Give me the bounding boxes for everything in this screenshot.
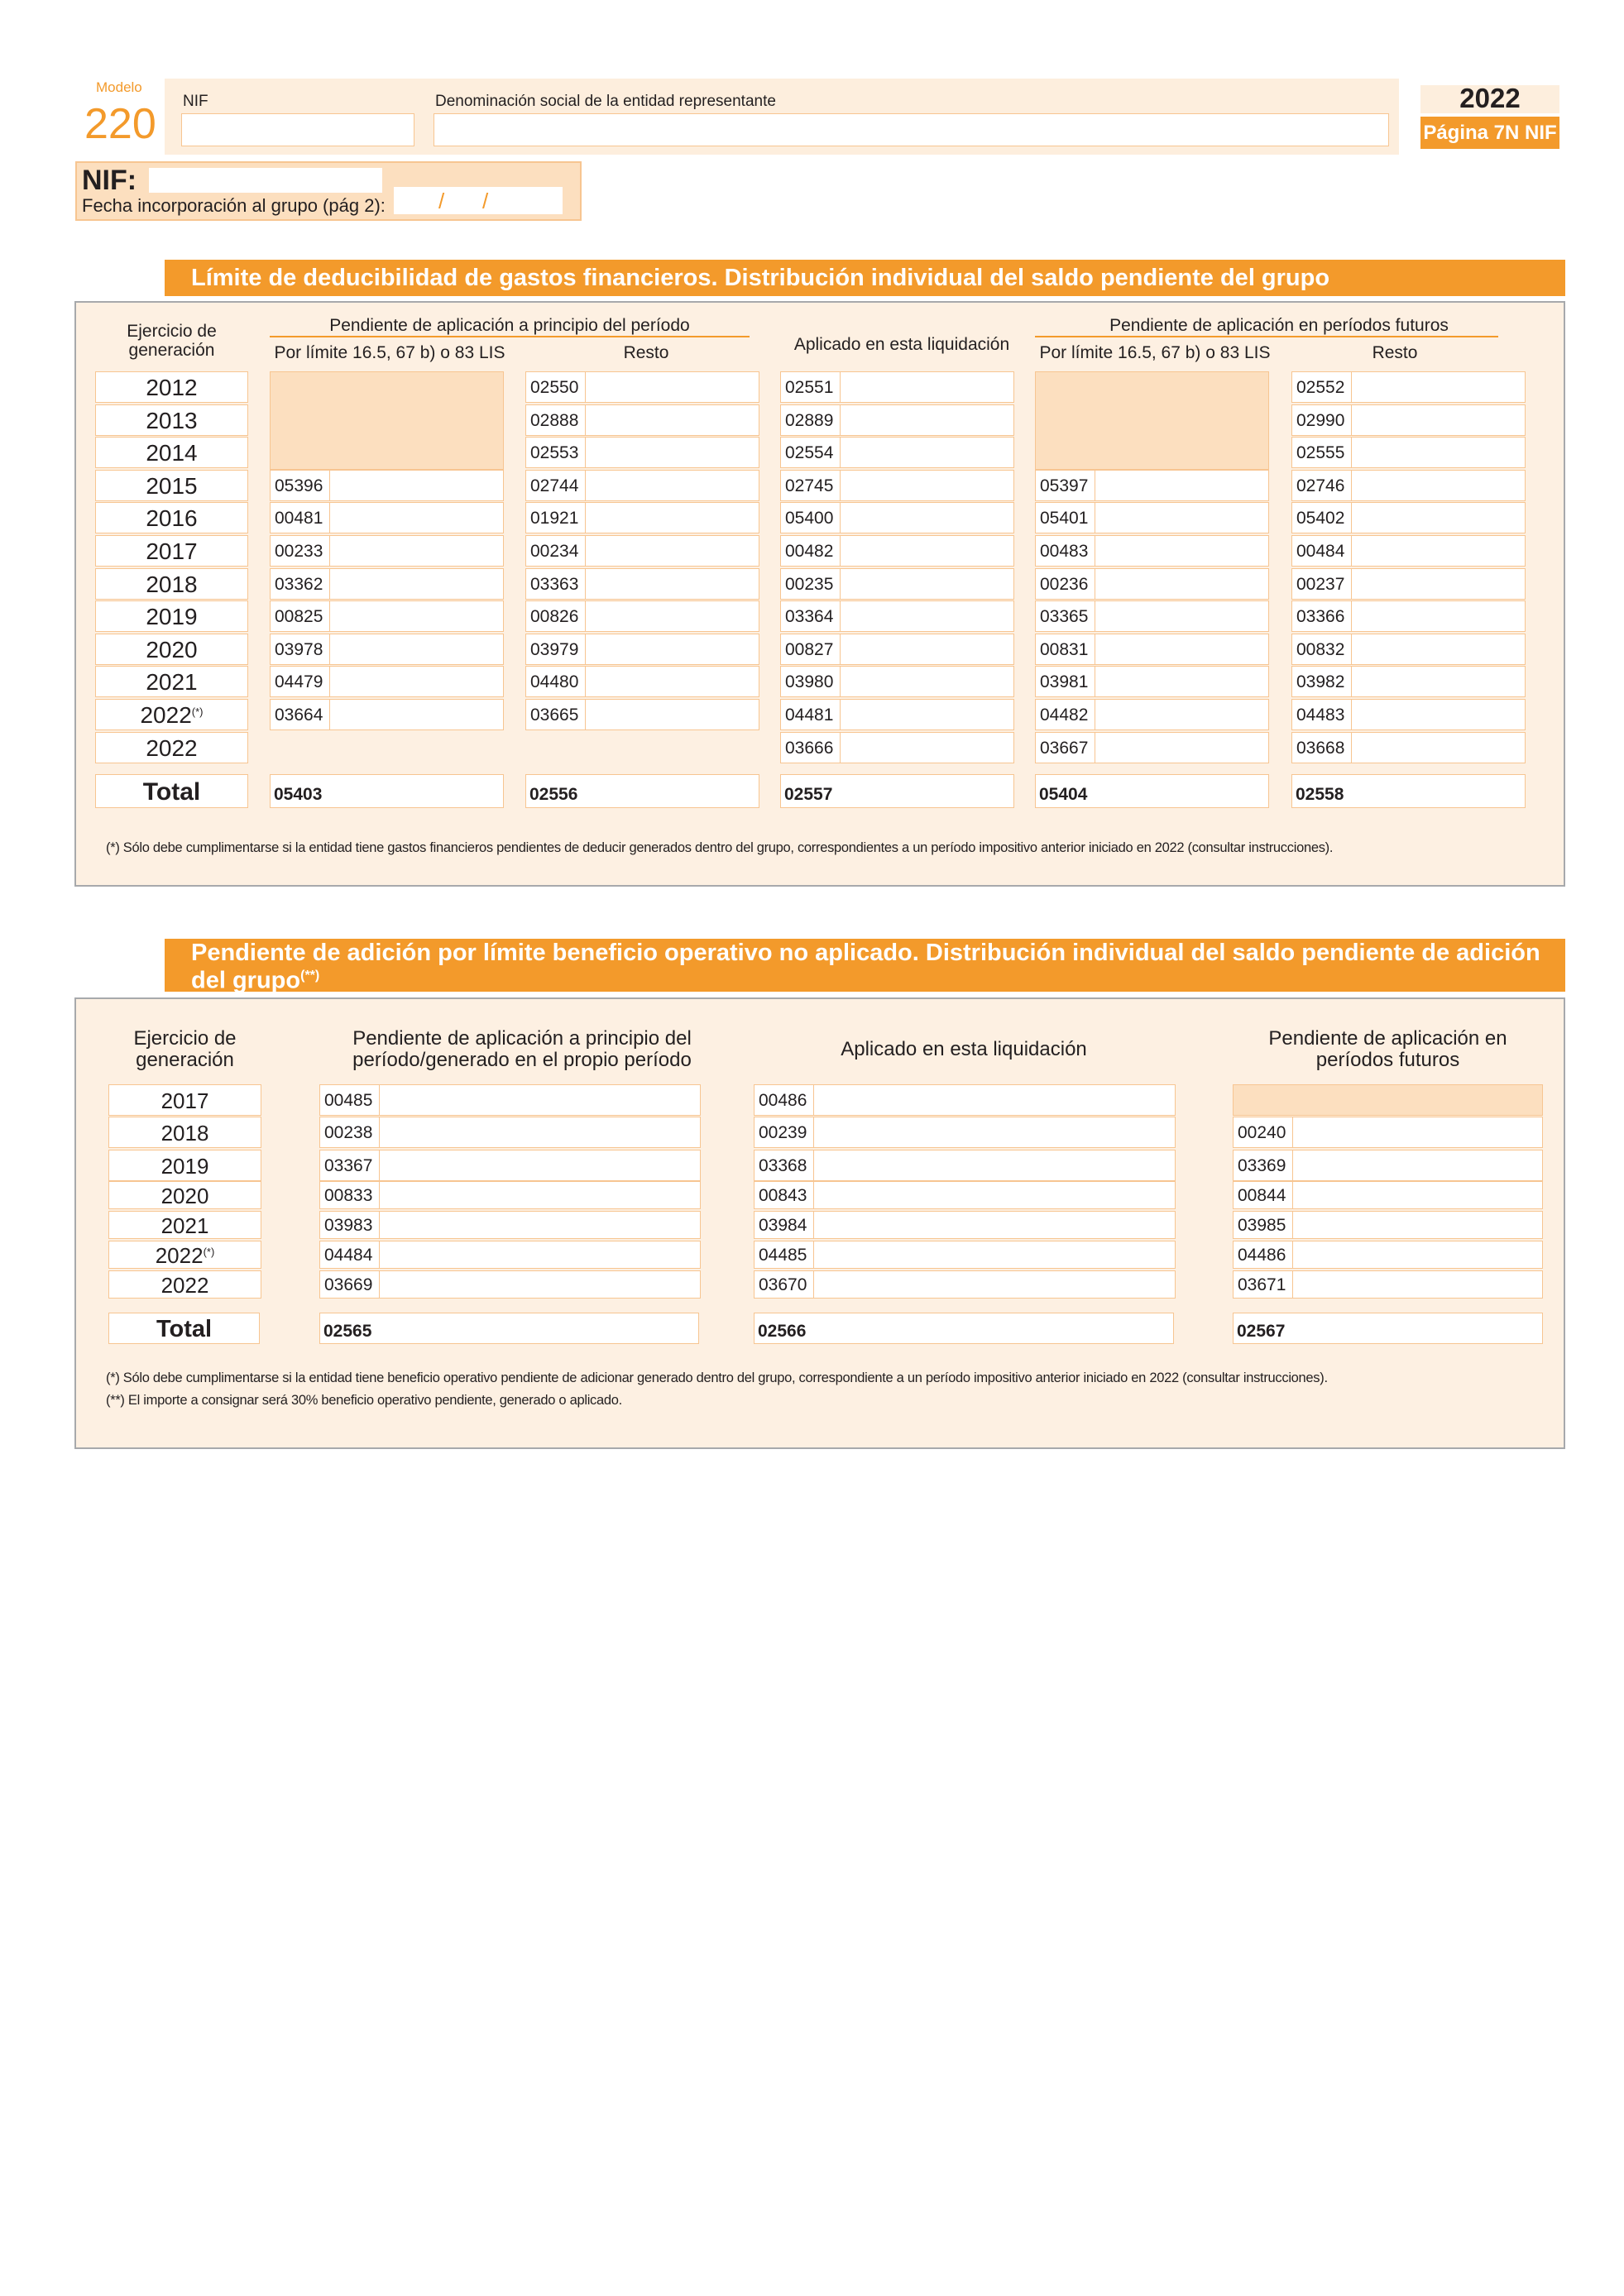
s1-group-principio: Pendiente de aplicación a principio del período [329, 316, 690, 335]
s1-col-resto-a: Resto [623, 343, 669, 362]
box-code: 03981 [1036, 667, 1095, 696]
amount-field[interactable] [1035, 470, 1269, 501]
amount-field[interactable] [780, 437, 1014, 468]
amount-field[interactable] [1233, 1150, 1543, 1181]
form-year: 2022 [1459, 83, 1521, 113]
section2-title-line1: Pendiente de adición por límite beneficio operativo no aplicado. Distribución individual del saldo pendiente de adición [191, 940, 1540, 966]
year-value: 2021 [160, 1213, 209, 1238]
amount-field[interactable] [1291, 600, 1526, 632]
box-code: 05397 [1036, 471, 1095, 500]
box-code: 02553 [526, 438, 586, 467]
amount-field[interactable] [1233, 1270, 1543, 1299]
amount-field[interactable] [780, 600, 1014, 632]
year-value: 2020 [146, 636, 198, 662]
amount-field[interactable] [319, 1270, 701, 1299]
year-footnote-mark: (*) [203, 1246, 215, 1258]
box-code: 03669 [320, 1271, 380, 1298]
section2-title [165, 939, 1565, 992]
amount-field[interactable] [525, 437, 759, 468]
amount-field[interactable] [1035, 535, 1269, 567]
shaded-unused-area [1233, 1084, 1543, 1116]
box-code: 03664 [271, 700, 330, 729]
fecha-incorporacion-input[interactable] [394, 187, 563, 214]
amount-field[interactable] [525, 371, 759, 403]
box-code: 00831 [1036, 634, 1095, 664]
amount-field[interactable] [525, 699, 759, 730]
box-code: 02745 [781, 471, 841, 500]
box-code: 00240 [1234, 1117, 1293, 1147]
amount-field[interactable] [525, 502, 759, 533]
box-code: 03984 [755, 1212, 814, 1238]
amount-field[interactable] [754, 1117, 1176, 1148]
amount-field[interactable] [1291, 535, 1526, 567]
shaded-unused-area [270, 371, 504, 470]
amount-field[interactable] [780, 732, 1014, 763]
year-value: 2022 [155, 1243, 204, 1268]
amount-field[interactable] [319, 1150, 701, 1181]
total-field[interactable] [319, 1313, 699, 1344]
amount-field[interactable] [780, 634, 1014, 665]
amount-field[interactable] [1291, 470, 1526, 501]
s1-group-futuros: Pendiente de aplicación en períodos futuros [1109, 316, 1449, 335]
year-footnote-mark: (*) [191, 706, 204, 718]
year-label [108, 1084, 261, 1116]
section2-title-mark: (**) [300, 969, 320, 983]
box-code: 00826 [526, 601, 586, 631]
box-code: 04483 [1292, 700, 1352, 729]
box-code: 00827 [781, 634, 841, 664]
amount-field[interactable] [1291, 371, 1526, 403]
s2-col-ejercicio [108, 1028, 261, 1071]
box-code: 03665 [526, 700, 586, 729]
box-code: 02746 [1292, 471, 1352, 500]
box-code: 03367 [320, 1150, 380, 1180]
amount-field[interactable] [319, 1241, 701, 1269]
amount-field[interactable] [525, 666, 759, 697]
box-code: 00843 [755, 1182, 814, 1208]
year-label [108, 1211, 261, 1239]
box-code: 03985 [1234, 1212, 1293, 1238]
amount-field[interactable] [1291, 699, 1526, 730]
amount-field[interactable] [1035, 502, 1269, 533]
nif-label: NIF [183, 93, 208, 110]
total-box-code: 02557 [784, 785, 833, 804]
s2-col-ejercicio-line2: generación [136, 1049, 234, 1071]
amount-field[interactable] [1035, 600, 1269, 632]
box-code: 00233 [271, 536, 330, 566]
amount-field[interactable] [1291, 732, 1526, 763]
s2-col-aplicado: Aplicado en esta liquidación [841, 1038, 1087, 1060]
box-code: 00238 [320, 1117, 380, 1147]
year-value: 2018 [146, 571, 198, 597]
amount-field[interactable] [1291, 502, 1526, 533]
box-code: 03979 [526, 634, 586, 664]
box-code: 00234 [526, 536, 586, 566]
box-code: 00235 [781, 569, 841, 599]
box-code: 00239 [755, 1117, 814, 1147]
box-code: 02744 [526, 471, 586, 500]
box-code: 03982 [1292, 667, 1352, 696]
amount-field[interactable] [1291, 634, 1526, 665]
box-code: 05400 [781, 503, 841, 533]
year-label [95, 568, 248, 600]
box-code: 05396 [271, 471, 330, 500]
box-code: 03365 [1036, 601, 1095, 631]
year-value: 2021 [146, 669, 198, 696]
box-code: 02555 [1292, 438, 1352, 467]
year-label [95, 732, 248, 763]
amount-field[interactable] [270, 699, 504, 730]
shaded-unused-area [1035, 371, 1269, 470]
amount-field[interactable] [319, 1211, 701, 1239]
amount-field[interactable] [319, 1181, 701, 1209]
box-code: 04479 [271, 667, 330, 696]
amount-field[interactable] [754, 1211, 1176, 1239]
amount-field[interactable] [270, 568, 504, 600]
s1-col-ejercicio-line2: generación [128, 341, 215, 360]
box-code: 00833 [320, 1182, 380, 1208]
box-code: 03363 [526, 569, 586, 599]
s1-col-limite-a: Por límite 16.5, 67 b) o 83 LIS [274, 343, 505, 362]
s1-col-ejercicio [95, 322, 248, 360]
box-code: 03366 [1292, 601, 1352, 631]
year-value: 2017 [146, 538, 198, 564]
year-label [95, 470, 248, 501]
amount-field[interactable] [270, 600, 504, 632]
year-label [108, 1241, 261, 1269]
box-code: 00483 [1036, 536, 1095, 566]
total-field[interactable] [780, 774, 1014, 808]
amount-field[interactable] [270, 666, 504, 697]
year-value: 2014 [146, 440, 198, 466]
amount-field[interactable] [1233, 1211, 1543, 1239]
box-code: 03667 [1036, 733, 1095, 763]
amount-field[interactable] [319, 1084, 701, 1116]
amount-field[interactable] [754, 1241, 1176, 1269]
box-code: 04485 [755, 1241, 814, 1268]
box-code: 02889 [781, 405, 841, 435]
amount-field[interactable] [1233, 1181, 1543, 1209]
total-field[interactable] [270, 774, 504, 808]
denominacion-input[interactable] [434, 113, 1389, 146]
box-code: 00236 [1036, 569, 1095, 599]
year-label [108, 1181, 261, 1209]
year-value: 2020 [160, 1184, 209, 1208]
year-value: 2016 [146, 505, 198, 532]
year-value: 2018 [160, 1121, 209, 1146]
s2-footnote-2: (**) El importe a consignar será 30% beneficio operativo pendiente, generado o aplicado. [106, 1393, 622, 1408]
amount-field[interactable] [525, 600, 759, 632]
s2-col-ejercicio-line1: Ejercicio de [133, 1027, 237, 1050]
box-code: 03980 [781, 667, 841, 696]
box-code: 03670 [755, 1271, 814, 1298]
box-code: 03983 [320, 1212, 380, 1238]
year-label [95, 699, 248, 730]
amount-field[interactable] [1035, 634, 1269, 665]
amount-field[interactable] [270, 502, 504, 533]
amount-field[interactable] [754, 1270, 1176, 1299]
year-label [95, 502, 248, 533]
amount-field[interactable] [1035, 732, 1269, 763]
amount-field[interactable] [780, 666, 1014, 697]
box-code: 03368 [755, 1150, 814, 1180]
amount-field[interactable] [525, 535, 759, 567]
section2-title-line2-wrap [191, 964, 1565, 993]
amount-field[interactable] [754, 1084, 1176, 1116]
box-code: 00825 [271, 601, 330, 631]
amount-field[interactable] [270, 470, 504, 501]
amount-field[interactable] [525, 404, 759, 436]
amount-field[interactable] [1035, 699, 1269, 730]
amount-field[interactable] [780, 535, 1014, 567]
amount-field[interactable] [780, 404, 1014, 436]
amount-field[interactable] [780, 470, 1014, 501]
box-code: 04481 [781, 700, 841, 729]
amount-field[interactable] [525, 634, 759, 665]
s2-col-principio [319, 1028, 725, 1071]
total-label: Total [108, 1313, 260, 1344]
amount-field[interactable] [1233, 1241, 1543, 1269]
year-label [95, 600, 248, 632]
amount-field[interactable] [525, 470, 759, 501]
year-label [108, 1270, 261, 1299]
year-value: 2022 [140, 702, 192, 728]
s2-col-futuros-line1: Pendiente de aplicación en [1268, 1027, 1507, 1050]
year-label [95, 437, 248, 468]
box-code: 02552 [1292, 372, 1352, 402]
denominacion-label: Denominación social de la entidad representante [435, 93, 776, 110]
box-code: 05402 [1292, 503, 1352, 533]
fecha-incorporacion-label: Fecha incorporación al grupo (pág 2): [82, 195, 386, 216]
total-field[interactable] [1291, 774, 1526, 808]
year-label [108, 1117, 261, 1148]
total-field[interactable] [525, 774, 759, 808]
amount-field[interactable] [1291, 437, 1526, 468]
box-code: 03978 [271, 634, 330, 664]
amount-field[interactable] [780, 502, 1014, 533]
box-code: 00481 [271, 503, 330, 533]
box-code: 03369 [1234, 1150, 1293, 1180]
amount-field[interactable] [270, 535, 504, 567]
subheader-nif-label: NIF: [82, 165, 137, 196]
box-code: 00485 [320, 1085, 380, 1115]
page-label: Página 7N NIF [1420, 117, 1559, 149]
box-code: 00484 [1292, 536, 1352, 566]
total-box-code: 02567 [1237, 1322, 1286, 1341]
box-code: 02888 [526, 405, 586, 435]
total-box-code: 05403 [274, 785, 323, 804]
total-box-code: 02566 [758, 1322, 807, 1341]
box-code: 05401 [1036, 503, 1095, 533]
box-code: 03668 [1292, 733, 1352, 763]
total-label: Total [95, 774, 248, 808]
box-code: 03364 [781, 601, 841, 631]
amount-field[interactable] [780, 371, 1014, 403]
year-value: 2019 [146, 604, 198, 630]
box-code: 02990 [1292, 405, 1352, 435]
box-code: 00832 [1292, 634, 1352, 664]
box-code: 00486 [755, 1085, 814, 1115]
section1-title: Límite de deducibilidad de gastos financieros. Distribución individual del saldo pendiente del grupo [165, 260, 1565, 296]
s2-footnote-1: (*) Sólo debe cumplimentarse si la entidad tiene beneficio operativo pendiente de adicionar generado dentro del grupo, correspondiente a un período impositivo anterior iniciado en 2022 (consultar instrucciones). [106, 1370, 1328, 1385]
box-code: 03362 [271, 569, 330, 599]
s1-col-aplicado: Aplicado en esta liquidación [793, 335, 1010, 354]
total-field[interactable] [754, 1313, 1174, 1344]
box-code: 03666 [781, 733, 841, 763]
box-code: 04482 [1036, 700, 1095, 729]
box-code: 02554 [781, 438, 841, 467]
nif-input[interactable] [181, 113, 414, 146]
box-code: 03671 [1234, 1271, 1293, 1298]
box-code: 02550 [526, 372, 586, 402]
amount-field[interactable] [319, 1117, 701, 1148]
subheader-nif-input[interactable] [149, 168, 382, 193]
total-field[interactable] [1233, 1313, 1543, 1344]
s1-col-limite-b: Por límite 16.5, 67 b) o 83 LIS [1039, 343, 1271, 362]
box-code: 00237 [1292, 569, 1352, 599]
modelo-label: Modelo [96, 79, 142, 95]
year-value: 2015 [146, 472, 198, 499]
box-code: 02551 [781, 372, 841, 402]
amount-field[interactable] [1291, 666, 1526, 697]
total-box-code: 05404 [1039, 785, 1088, 804]
amount-field[interactable] [780, 568, 1014, 600]
box-code: 00844 [1234, 1182, 1293, 1208]
s2-col-futuros-line2: períodos futuros [1315, 1049, 1460, 1071]
box-code: 04486 [1234, 1241, 1293, 1268]
year-label [95, 535, 248, 567]
amount-field[interactable] [1233, 1117, 1543, 1148]
total-box-code: 02565 [323, 1322, 372, 1341]
amount-field[interactable] [754, 1150, 1176, 1181]
year-value: 2012 [146, 375, 198, 400]
year-value: 2022 [146, 734, 198, 761]
s2-col-futuros [1233, 1028, 1543, 1071]
amount-field[interactable] [270, 634, 504, 665]
year-label [95, 666, 248, 697]
year-value: 2019 [160, 1154, 209, 1179]
s2-col-principio-line1: Pendiente de aplicación a principio del [352, 1027, 692, 1050]
year-value: 2013 [146, 407, 198, 433]
s1-group-futuros-rule [1035, 336, 1498, 337]
s1-col-resto-b: Resto [1372, 343, 1418, 362]
total-box-code: 02556 [529, 785, 578, 804]
amount-field[interactable] [780, 699, 1014, 730]
s1-footnote: (*) Sólo debe cumplimentarse si la entidad tiene gastos financieros pendientes de deducir generados dentro del grupo, correspondientes a un período impositivo anterior iniciado en 2022 (consultar instrucciones). [106, 840, 1334, 855]
box-code: 04484 [320, 1241, 380, 1268]
year-label [108, 1150, 261, 1181]
year-value: 2022 [160, 1273, 209, 1298]
section2-title-line2: del grupo [191, 967, 301, 994]
amount-field[interactable] [1291, 568, 1526, 600]
total-field[interactable] [1035, 774, 1269, 808]
box-code: 04480 [526, 667, 586, 696]
year-label [95, 371, 248, 403]
amount-field[interactable] [1291, 404, 1526, 436]
total-box-code: 02558 [1296, 785, 1344, 804]
date-separator: / [438, 189, 445, 213]
s1-group-principio-rule [270, 336, 750, 337]
amount-field[interactable] [754, 1181, 1176, 1209]
box-code: 01921 [526, 503, 586, 533]
amount-field[interactable] [1035, 666, 1269, 697]
year-label [95, 634, 248, 665]
year-value: 2017 [160, 1088, 209, 1113]
box-code: 00482 [781, 536, 841, 566]
date-separator: / [482, 189, 489, 213]
s1-col-ejercicio-line1: Ejercicio de [127, 322, 217, 341]
amount-field[interactable] [1035, 568, 1269, 600]
amount-field[interactable] [525, 568, 759, 600]
s2-col-principio-line2: período/generado en el propio período [352, 1049, 692, 1071]
modelo-number: 220 [84, 100, 156, 148]
year-label [95, 404, 248, 436]
